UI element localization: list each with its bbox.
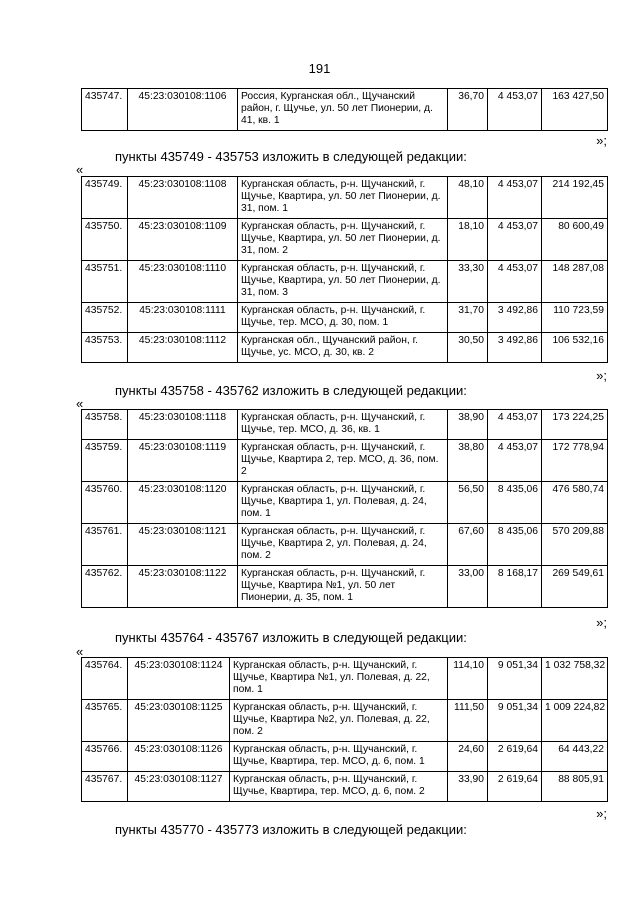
cadastral-price-cell: 3 492,86 — [488, 303, 542, 333]
area-cell: 111,50 — [448, 700, 488, 742]
area-cell: 38,90 — [448, 410, 488, 440]
cadastral-value-cell: 80 600,49 — [542, 219, 608, 261]
table-row — [82, 524, 608, 566]
row-number-cell: 435753. — [82, 333, 128, 363]
cadastral-value-cell: 1 009 224,82 — [542, 700, 608, 742]
table-row — [82, 482, 608, 524]
area-cell: 33,90 — [448, 772, 488, 802]
address-cell: Курганская область, р-н. Щучанский, г. Щучье, Квартира №2, ул. Полевая, д. 22, пом. 2 — [230, 700, 448, 742]
address-cell: Курганская область, р-н. Щучанский, г. Щучье, Квартира №1, ул. Полевая, д. 22, пом. 1 — [230, 658, 448, 700]
area-cell: 24,60 — [448, 742, 488, 772]
address-cell: Курганская область, р-н. Щучанский, г. Щучье, тер. МСО, д. 30, пом. 1 — [238, 303, 448, 333]
cadastral-value-cell: 476 580,74 — [542, 482, 608, 524]
cadastral-price-cell: 4 453,07 — [488, 219, 542, 261]
property-table — [81, 657, 608, 802]
row-number-cell: 435765. — [82, 700, 128, 742]
cadastral-price-cell: 2 619,64 — [488, 742, 542, 772]
cadastral-value-cell: 173 224,25 — [542, 410, 608, 440]
property-table — [81, 176, 608, 363]
address-cell: Россия, Курганская обл., Щучанский район, г. Щучье, ул. 50 лет Пионерии, д. 41, кв. 1 — [238, 89, 448, 131]
cadastral-value-cell: 172 778,94 — [542, 440, 608, 482]
table-row — [82, 219, 608, 261]
address-cell: Курганская область, р-н. Щучанский, г. Щучье, Квартира №1, ул. 50 лет Пионерии, д. 35, пом. 1 — [238, 566, 448, 608]
cadastral-value-cell: 1 032 758,32 — [542, 658, 608, 700]
amendment-instruction: пункты 435764 - 435767 изложить в следующей редакции: — [115, 630, 467, 645]
table-row — [82, 700, 608, 742]
amendment-instruction: пункты 435758 - 435762 изложить в следующей редакции: — [115, 383, 467, 398]
area-cell: 33,00 — [448, 566, 488, 608]
closing-mark: »; — [596, 133, 607, 148]
address-cell: Курганская область, р-н. Щучанский, г. Щучье, Квартира, ул. 50 лет Пионерии, д. 31, пом. 2 — [238, 219, 448, 261]
cadastral-value-cell: 570 209,88 — [542, 524, 608, 566]
amendment-instruction: пункты 435770 - 435773 изложить в следующей редакции: — [115, 822, 467, 837]
cadastral-number-cell: 45:23:030108:1110 — [128, 261, 238, 303]
row-number-cell: 435752. — [82, 303, 128, 333]
cadastral-price-cell: 4 453,07 — [488, 89, 542, 131]
cadastral-number-cell: 45:23:030108:1125 — [128, 700, 230, 742]
table-row — [82, 772, 608, 802]
closing-mark: »; — [596, 806, 607, 821]
table-row — [82, 658, 608, 700]
table-row — [82, 261, 608, 303]
cadastral-price-cell: 4 453,07 — [488, 440, 542, 482]
row-number-cell: 435764. — [82, 658, 128, 700]
area-cell: 31,70 — [448, 303, 488, 333]
address-cell: Курганская область, р-н. Щучанский, г. Щучье, Квартира 2, тер. МСО, д. 36, пом. 2 — [238, 440, 448, 482]
table-row — [82, 177, 608, 219]
cadastral-price-cell: 8 435,06 — [488, 524, 542, 566]
table-row — [82, 410, 608, 440]
cadastral-number-cell: 45:23:030108:1119 — [128, 440, 238, 482]
address-cell: Курганская область, р-н. Щучанский, г. Щучье, Квартира, ул. 50 лет Пионерии, д. 31, пом. 3 — [238, 261, 448, 303]
area-cell: 18,10 — [448, 219, 488, 261]
table-row — [82, 303, 608, 333]
cadastral-price-cell: 8 168,17 — [488, 566, 542, 608]
amendment-instruction: пункты 435749 - 435753 изложить в следующей редакции: — [115, 149, 467, 164]
area-cell: 30,50 — [448, 333, 488, 363]
cadastral-value-cell: 214 192,45 — [542, 177, 608, 219]
address-cell: Курганская обл., Щучанский район, г. Щучье, ус. МСО, д. 30, кв. 2 — [238, 333, 448, 363]
table-row — [82, 89, 608, 131]
row-number-cell: 435766. — [82, 742, 128, 772]
area-cell: 67,60 — [448, 524, 488, 566]
cadastral-price-cell: 4 453,07 — [488, 410, 542, 440]
row-number-cell: 435759. — [82, 440, 128, 482]
address-cell: Курганская область, р-н. Щучанский, г. Щучье, Квартира 2, ул. Полевая, д. 24, пом. 2 — [238, 524, 448, 566]
opening-quote: « — [76, 644, 84, 659]
cadastral-value-cell: 163 427,50 — [542, 89, 608, 131]
area-cell: 38,80 — [448, 440, 488, 482]
cadastral-price-cell: 4 453,07 — [488, 177, 542, 219]
row-number-cell: 435749. — [82, 177, 128, 219]
address-cell: Курганская область, р-н. Щучанский, г. Щучье, Квартира, тер. МСО, д. 6, пом. 2 — [230, 772, 448, 802]
table-row — [82, 566, 608, 608]
address-cell: Курганская область, р-н. Щучанский, г. Щучье, Квартира, ул. 50 лет Пионерии, д. 31, пом. 1 — [238, 177, 448, 219]
closing-mark: »; — [596, 368, 607, 383]
area-cell: 114,10 — [448, 658, 488, 700]
cadastral-value-cell: 88 805,91 — [542, 772, 608, 802]
row-number-cell: 435750. — [82, 219, 128, 261]
address-cell: Курганская область, р-н. Щучанский, г. Щучье, Квартира 1, ул. Полевая, д. 24, пом. 1 — [238, 482, 448, 524]
cadastral-number-cell: 45:23:030108:1127 — [128, 772, 230, 802]
cadastral-number-cell: 45:23:030108:1111 — [128, 303, 238, 333]
row-number-cell: 435751. — [82, 261, 128, 303]
cadastral-value-cell: 106 532,16 — [542, 333, 608, 363]
cadastral-price-cell: 9 051,34 — [488, 700, 542, 742]
table-row — [82, 742, 608, 772]
row-number-cell: 435758. — [82, 410, 128, 440]
cadastral-number-cell: 45:23:030108:1126 — [128, 742, 230, 772]
cadastral-value-cell: 64 443,22 — [542, 742, 608, 772]
address-cell: Курганская область, р-н. Щучанский, г. Щучье, Квартира, тер. МСО, д. 6, пом. 1 — [230, 742, 448, 772]
cadastral-price-cell: 8 435,06 — [488, 482, 542, 524]
area-cell: 56,50 — [448, 482, 488, 524]
property-table — [81, 88, 608, 131]
row-number-cell: 435761. — [82, 524, 128, 566]
cadastral-price-cell: 2 619,64 — [488, 772, 542, 802]
page-number: 191 — [308, 61, 331, 76]
table-row — [82, 440, 608, 482]
row-number-cell: 435762. — [82, 566, 128, 608]
row-number-cell: 435747. — [82, 89, 128, 131]
cadastral-number-cell: 45:23:030108:1109 — [128, 219, 238, 261]
opening-quote: « — [76, 162, 84, 177]
cadastral-number-cell: 45:23:030108:1108 — [128, 177, 238, 219]
area-cell: 48,10 — [448, 177, 488, 219]
cadastral-number-cell: 45:23:030108:1112 — [128, 333, 238, 363]
cadastral-number-cell: 45:23:030108:1118 — [128, 410, 238, 440]
cadastral-number-cell: 45:23:030108:1120 — [128, 482, 238, 524]
row-number-cell: 435767. — [82, 772, 128, 802]
property-table — [81, 409, 608, 608]
cadastral-number-cell: 45:23:030108:1121 — [128, 524, 238, 566]
cadastral-value-cell: 148 287,08 — [542, 261, 608, 303]
cadastral-number-cell: 45:23:030108:1106 — [128, 89, 238, 131]
closing-mark: »; — [596, 615, 607, 630]
cadastral-value-cell: 269 549,61 — [542, 566, 608, 608]
table-row — [82, 333, 608, 363]
cadastral-value-cell: 110 723,59 — [542, 303, 608, 333]
address-cell: Курганская область, р-н. Щучанский, г. Щучье, тер. МСО, д. 36, кв. 1 — [238, 410, 448, 440]
cadastral-number-cell: 45:23:030108:1124 — [128, 658, 230, 700]
cadastral-price-cell: 3 492,86 — [488, 333, 542, 363]
cadastral-price-cell: 4 453,07 — [488, 261, 542, 303]
area-cell: 33,30 — [448, 261, 488, 303]
area-cell: 36,70 — [448, 89, 488, 131]
row-number-cell: 435760. — [82, 482, 128, 524]
cadastral-price-cell: 9 051,34 — [488, 658, 542, 700]
opening-quote: « — [76, 396, 84, 411]
cadastral-number-cell: 45:23:030108:1122 — [128, 566, 238, 608]
